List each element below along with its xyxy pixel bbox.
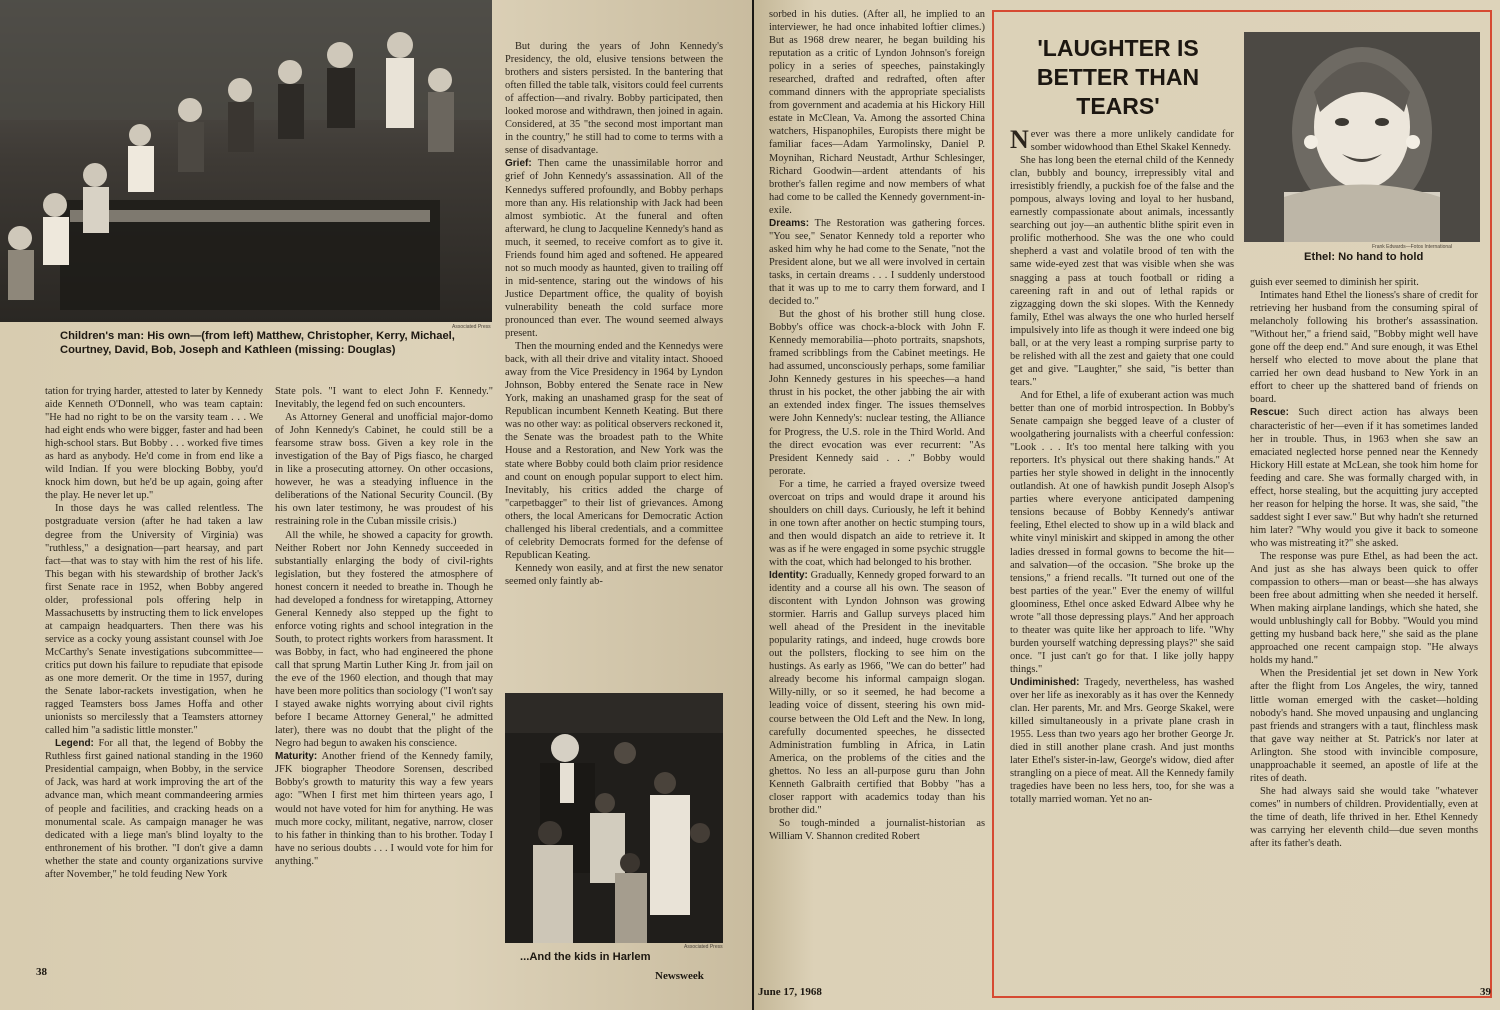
paragraph-text: For a time, he carried a frayed oversize tweed overcoat on trips and would drape it around his shoulders on chill days. Curiously, he left it behind in one town after another on hectic stumping tours, and then would dispatch an aide to retrieve it. It was as if he were engaged in some psychic struggle with the coat, which had belonged to his brother. [769, 478, 985, 568]
subhead: Dreams: [769, 217, 810, 229]
right-page [754, 0, 1500, 1010]
paragraph [1250, 785, 1478, 850]
photo-credit: Associated Press [452, 324, 491, 330]
paragraph-text: She had always said she would take "whatever comes" in numbers of children. Providentially, even at the time of death, life thrived in her. Ethel Kennedy was carrying her eleventh child—due seven months after its father's death. [1250, 785, 1478, 850]
text-column [45, 385, 263, 985]
sidebar-headline: 'LAUGHTER IS BETTER THAN TEARS' [1036, 35, 1200, 119]
paragraph-text: Kennedy won easily, and at first the new senator seemed only faintly ab- [505, 562, 723, 587]
paragraph [505, 340, 723, 562]
subhead: Undiminished: [1010, 676, 1080, 688]
paragraph-text: Another friend of the Kennedy family, JFK biographer Theodore Sorensen, described Bobby's growth to maturity this way a few years ago: "When I first met him thirteen years ago, I would not have voted for him for anything. He was much more cocky, militant, negative, narrow, closer to his father in thinking than to his brother. Today I have no serious doubts . . . I would vote for him for anything." [275, 751, 493, 867]
paragraph [275, 750, 493, 867]
page-number: 38 [36, 966, 47, 978]
paragraph-text: All the while, he showed a capacity for growth. Neither Robert nor John Kennedy succeeded in substantially enlarging the body of civil-rights legislation, but they fostered the atmosphere of honest concern it needed to breathe in. Though he had developed a fondness for wiretapping, Attorney General Kennedy also stepped up the fight to enforce voting rights and school integration in the South, to protect rights workers from harassment. It was Bobby, in fact, who had engineered the phone call that sprung Martin Luther King Jr. from jail on the eve of the 1960 election, and though that may have been more politics than sociology ("I won't say I stayed awake nights worrying about civil rights before I became Attorney General," he admitted later), there was no doubt that the plight of the Negro had begun to awaken his conscience. [275, 529, 493, 750]
paragraph [505, 40, 723, 157]
paragraph [45, 385, 263, 502]
photo-credit: Frank Edwards—Fotos International [1372, 244, 1453, 250]
paragraph-text: But the ghost of his brother still hung close. Bobby's office was chock-a-block with John F. Kennedy memorabilia—photo portraits, snapshots, framed scribblings from the Cabinet meetings. He had assumed, unconsciously perhaps, some familiar John Kennedy gestures in his speeches—a hand thrust in his pocket, the other jabbing the air with an extended index finger. The issues themselves were John Kennedy's: nuclear testing, the Alliance for Progress, the U.S. role in the Third World. And the direct evocation was ever recurrent: "As President Kennedy said . . ." Bobby would perorate. [769, 309, 985, 477]
text-column [275, 385, 493, 985]
paragraph-text: Then came the unassimilable horror and grief of John Kennedy's assassination. All of the Kennedys suffered profoundly, and Bobby perhaps more than any. His relationship with Jack had been almost symbiotic. At the funeral and often afterward, he clung to Jacqueline Kennedy's hand as much, it seemed, to receive comfort as to give it. Friends found him aged and softened. He appeared not so much moody as haunted, given to trailing off in mid-sentence, staring out the windows of his Justice Department office, the quality of boyish vulnerability beneath the cold surface more pronounced than ever. The wound seemed always present. [505, 158, 723, 340]
paragraph-text: Intimates hand Ethel the lioness's share of credit for retrieving her husband from the consuming spiral of melancholy following his brother's assassination. "Without her," a friend said, "Bobby might well have gone off the deep end." And sure enough, it was Ethel herself who elected to move about the plane that carried her own dead husband to New York in an effort to cheer up the shattered band of friends on board. [1250, 290, 1478, 406]
paragraph [45, 502, 263, 737]
paragraph [1250, 550, 1478, 667]
drop-cap: N [1010, 128, 1029, 154]
paragraph-text: State pols. "I want to elect John F. Kennedy." Inevitably, the legend fed on such encounters. [275, 386, 493, 411]
paragraph [45, 737, 263, 881]
paragraph [1010, 128, 1234, 154]
paragraph [275, 529, 493, 751]
paragraph [505, 157, 723, 340]
paragraph-text: And for Ethel, a life of exuberant action was much better than one of morbid introspection. In Bobby's Senate campaign she begged leave of a cluster of woolgathering journalists with a cheerful confession: "Look . . . It's too mental here talking with you reporters. It's physical out there shaking hands." At parties her style showed in delight in the innocently outlandish. At one of hawkish pundit Joseph Alsop's parties where everyone anticipated dampening tensions because of Bobby Kennedy's antiwar feeling, Ethel elected to show up in a wild black and white vinyl miniskirt and skipped in among the other ladies dressed in formal gowns to become the hit—and salvation—of the occasion. "She broke up the tensions," a friend recalls. "It turned out one of the best parties of the year." Ever the enemy of willful gloominess, Ethel once asked Edward Albee why he wrote "all those depressing plays." And her approach to theater was quite like her approach to life. "Why burden yourself watching depressing plays?" she said once. "I just can't go for that. I like jolly happy things." [1010, 389, 1234, 675]
paragraph [769, 569, 985, 817]
paragraph-text: When the Presidential jet set down in New York after the flight from Los Angeles, the wiry, tanned little woman emerged with the casket—holding nobody's hand. She moved unpausing and unglancing past friends and strangers with a taut, flinchless mask that gave way neither at St. Patrick's nor later at Arlington. She stood with invincible composure, unapproachable it seemed, an apostle of life at the rites of death. [1250, 668, 1478, 784]
photo-caption: Ethel: No hand to hold [1304, 251, 1424, 263]
paragraph [1010, 154, 1234, 389]
paragraph-text: Then the mourning ended and the Kennedys were back, with all their drive and vitality intact. Shooed away from the Vice Presidency in 1964 by Lyndon Johnson, Bobby entered the Senate race in New York, making an unashamed grasp for the seat of Republican incumbent Kenneth Keating. But there was no other way: as political observers reckoned it, the Senate was the broadest path to the White House and a Restoration, and New York was the state where Bobby could both claim prior residence and count on enough popular support to elect him. Inevitably, his critics added the charge of "carpetbagger" to their list of grievances. Among others, the local Americans for Democratic Action challenged his liberal credentials, and a committee of celebrity Democrats formed for the defense of Republican Keating. [505, 341, 723, 561]
paragraph-text: In those days he was called relentless. The postgraduate version (after he had taken a law degree from the University of Virginia) was "ruthless," a designation—part hearsay, and part fact—that was to stay with him the rest of his life. This began with his stewardship of brother Jack's first Senate race in 1952, when Bobby angered older, professional pols offering help in Massachusetts by instructing them to lick envelopes at campaign headquarters. Then there was his service as a cocky young assistant counsel with Joe McCarthy's Senate investigations subcommittee—critics put down his failure to repudiate that episode as one more demerit. Or the time in 1957, during the Senate labor-rackets investigation, when he ragged Teamsters boss James Hoffa and other unionists so mercilessly that a Teamsters attorney called him "a sadistic little monster." [45, 503, 263, 737]
paragraph [769, 817, 985, 843]
paragraph-text: Such direct action has always been characteristic of her—even if it has sometimes landed her in trouble. Thus, in 1963 when she saw an emaciated neglected horse penned near the Kennedy Hickory Hill estate at McLean, she took him home for feeding and care. She was formally charged with, in effect, horse stealing, but the acquitting jury accepted her reason for helping the horse. It was, she said, "the saddest sight I ever saw." But why hadn't she returned him later? "Why would you give it back to someone who was mistreating it?" she asked. [1250, 407, 1478, 549]
kennedy-children-photo [0, 0, 492, 322]
page-number: 39 [1480, 986, 1491, 998]
text-column [769, 8, 985, 960]
paragraph-text: Tragedy, nevertheless, has washed over her life as inexorably as it has over the Kennedy clan. Her parents, Mr. and Mrs. George Skakel, were killed simultaneously in a private plane crash in 1955. Less than two years ago her brother George Jr. died in still another plane crash. And just months later Ethel's sister-in-law, George's widow, died after strangling on a piece of meat. All the Kennedy family tragedies have been no less hers, too, for she was a totally married woman. Yet no an- [1010, 676, 1234, 806]
subhead: Maturity: [275, 751, 318, 763]
paragraph-text: ever was there a more unlikely candidate for somber widowhood than Ethel Skakel Kennedy. [1030, 129, 1234, 154]
subhead: Rescue: [1250, 407, 1289, 419]
paragraph [1250, 667, 1478, 784]
paragraph [275, 411, 493, 528]
subhead: Identity: [769, 570, 808, 582]
paragraph-text: tation for trying harder, attested to later by Kennedy aide Kenneth O'Donnell, who was team captain: "He had no right to be on the varsity team . . . We had eight ends who were bigger, faster and had been high-school stars. But Bobby . . . worked five times as hard as anybody. He'd come in from end like a wild Indian. If you were blocking Bobby, you'd knock him down, but he'd be up again, going after the play. He never let up." [45, 386, 263, 502]
paragraph-text: For all that, the legend of Bobby the Ruthless first gained national standing in the 1960 Presidential campaign, when Bobby, in the service of Jack, was hard at work improving the art of the advance man, which meant commandeering armies of people and facilities, and cracking heads on a monumental scale. As campaign manager he was dedicated with a liege man's blind loyalty to the enthronement of his brother. "I don't give a damn whether the state and county organizations survive after November," he told feuding New York [45, 738, 263, 880]
photo-credit: Associated Press [684, 944, 723, 950]
paragraph [1250, 406, 1478, 550]
paragraph [1250, 276, 1478, 289]
text-column [1010, 128, 1234, 988]
paragraph-text: The Restoration was gathering forces. "You see," Senator Kennedy told a reporter who asked him why he had come to the Senate, "not the President alone, but we all were involved in certain tasks, in certain dreams . . . I suddenly understood that it was up to me to carry them forward, and I decided to." [769, 217, 985, 308]
paragraph [1250, 289, 1478, 406]
photo-caption: ...And the kids in Harlem [520, 951, 651, 963]
issue-date: June 17, 1968 [758, 986, 822, 998]
harlem-kids-photo [505, 693, 723, 943]
paragraph-text: Gradually, Kennedy groped forward to an identity and a course all his own. The season of discontent with Lyndon Johnson was growing stormier. Harris and Gallup surveys placed him well ahead of the President in the inevitable popularity ratings, and indeed, huge crowds bore out the pollsters, flocking to see him on the hustings. As early as 1966, "We can do better" had already become his informal campaign slogan. Willy-nilly, or so it seemed, he had become a leading voice of dissent, steering his own mid-course between the Old Left and the New. In long, carefully documented speeches, he dissected Administration fumbling in Africa, in Latin America, on the problems of the cities and the ghettos. No less an all-purpose guru than John Kenneth Galbraith certified that Bobby "has a closer rapport with academics today than his brother did." [769, 570, 985, 816]
paragraph-text: sorbed in his duties. (After all, he implied to an interviewer, he had once inhabited loftier climes.) But as 1968 drew nearer, he began building his reputation as a critic of Lyndon Johnson's foreign policy in a series of speeches, painstakingly researched, drafted and redrafted, often after command dinners with the appropriate specialists from government and academia at his Hickory Hill estate in McClean, Va. Among the assorted China watchers, Hispanophiles, Europists there might be familiar faces—Adam Yarmolinsky, Daniel P. Moynihan, Richard Neustadt, Arthur Schlesinger, Richard Goodwin—ardent attendants of his brother's fallen regime and now members of what had come to be called the Kennedy government-in-exile. [769, 9, 985, 216]
paragraph [769, 217, 985, 308]
subhead: Legend: [55, 738, 94, 750]
paragraph-text: The response was pure Ethel, as had been the act. And just as she has always been quick to offer compassion to others—man or beast—she has always been free about admitting when she needed it herself. When making airplane landings, which she hated, she would unblushingly call for Bobby. "Would you mind getting my husband back here," she said as the plane approached one recent campaign stop. "He always holds my hand." [1250, 550, 1478, 667]
magazine-name: Newsweek [655, 970, 704, 982]
photo-caption: Children's man: His own—(from left) Matthew, Christopher, Kerry, Michael, Courtney, David, Bob, Joseph and Kathleen (missing: Douglas) [60, 330, 455, 356]
text-column [1250, 276, 1478, 988]
paragraph [1010, 676, 1234, 806]
ethel-kennedy-photo [1244, 32, 1480, 242]
sidebar-box [992, 10, 1492, 998]
paragraph [769, 8, 985, 217]
paragraph [769, 308, 985, 478]
subhead: Grief: [505, 158, 532, 170]
paragraph [275, 385, 493, 411]
paragraph-text: guish ever seemed to diminish her spirit. [1250, 277, 1419, 288]
text-column [505, 40, 723, 690]
paragraph-text: But during the years of John Kennedy's Presidency, the old, elusive tensions between the brothers and sisters persisted. In the bantering that often filled the table talk, visitors could feel currents of affection—and rivalry. Bobby participated, then looked morose and withdrawn, then joined in again. Considered, at 35 "the second most important man in the country," he still had to come to terms with a sense of disadvantage. [505, 41, 723, 157]
paragraph [505, 562, 723, 588]
paragraph-text: So tough-minded a journalist-historian as William V. Shannon credited Robert [769, 817, 985, 842]
paragraph [769, 478, 985, 569]
paragraph-text: She has long been the eternal child of the Kennedy clan, bubbly and bouncy, irrepressibly vital and irresistibly friendly, a puckish foe of the false and the pompous, always loving and loyal to her husband, earnestly compassionate about animals, incessantly searching out joy—an authentic blithe spirit even in prolific motherhood. She was the one who could shepherd a vast and volatile brood of ten with the same wide-eyed zest that was visible when she was snagging a pass at touch football or riding a careening raft in and out of lethal rapids or zigzagging down the ski slopes. With the Kennedy family, Ethel was always the one who hurled herself impulsively into life as though it were indeed one big ball, or at the very least a romping surprise party to be relished with all the zest and gaiety that one could get and give. "Laughter," she said, "is better than tears." [1010, 155, 1234, 388]
paragraph [1010, 389, 1234, 676]
paragraph-text: As Attorney General and unofficial major-domo of John Kennedy's Cabinet, he could still be a fearsome straw boss. Given a key role in the investigation of the Bay of Pigs fiasco, he charged in like a prosecuting attorney. On other occasions, however, he was a steadying influence in the deliberations of the National Security Council. (By his own later testimony, he was proudest of his restraining role in the Cuban missile crisis.) [275, 412, 493, 528]
